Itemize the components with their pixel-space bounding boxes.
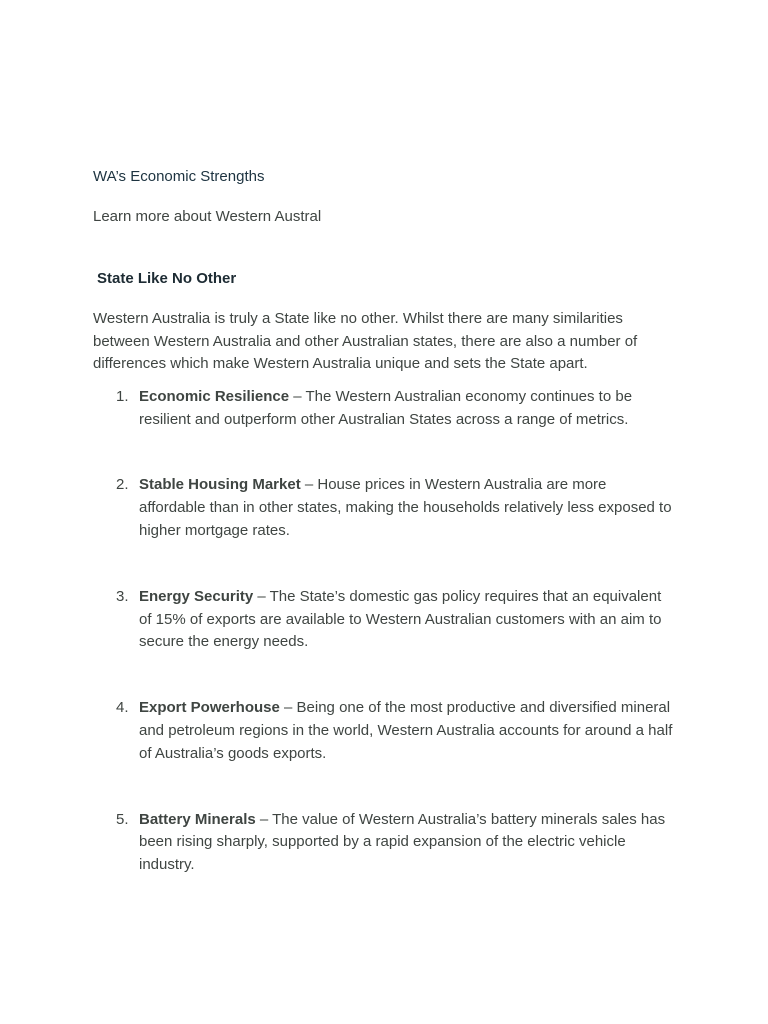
list-item-number: 5. [116, 810, 129, 828]
list-item-term: Energy Security [139, 587, 254, 605]
list-item-description: – The value of Western Australia’s battery minerals sales has been rising sharply, supported by a rapid expansion of the electric vehicle industry. [139, 810, 666, 874]
list-item-number: 4. [116, 699, 129, 717]
document-title: WA’s Economic Strengths [93, 168, 265, 185]
list-item-term: Economic Resilience [139, 387, 290, 405]
list-item-description: – House prices in Western Australia are more affordable than in other states, making the households relatively less exposed to higher mortgage rates. [139, 476, 672, 539]
list-item-number: 3. [116, 587, 129, 605]
document-subtitle: Learn more about Western Austral [93, 208, 322, 225]
list-item-term: Stable Housing Market [139, 476, 301, 494]
document-page [93, 166, 673, 877]
section-heading: State Like No Other [97, 270, 237, 287]
intro-paragraph: Western Australia is truly a State like no other. Whilst there are many similarities between Western Australia and other Australian states, there are also a number of differences which make Western Australia unique and sets the State apart. [93, 310, 638, 373]
list-item-number: 1. [116, 387, 129, 405]
strengths-list [93, 386, 673, 877]
list-item-description: – The State’s domestic gas policy requires that an equivalent of 15% of exports are available to Western Australian customers with an aim to secure the energy needs. [139, 587, 662, 651]
list-item [93, 586, 673, 654]
list-item [93, 386, 673, 432]
list-item-term: Export Powerhouse [139, 699, 280, 717]
list-item-description: – The Western Australian economy continues to be resilient and outperform other Australian States across a range of metrics. [139, 387, 633, 428]
list-item-term: Battery Minerals [139, 810, 256, 828]
list-item [93, 697, 673, 765]
list-item [93, 474, 673, 542]
list-item-number: 2. [116, 476, 129, 494]
list-item-description: – Being one of the most productive and diversified mineral and petroleum regions in the world, Western Australia accounts for around a half of Australia’s goods exports. [139, 699, 673, 762]
list-item [93, 809, 673, 877]
